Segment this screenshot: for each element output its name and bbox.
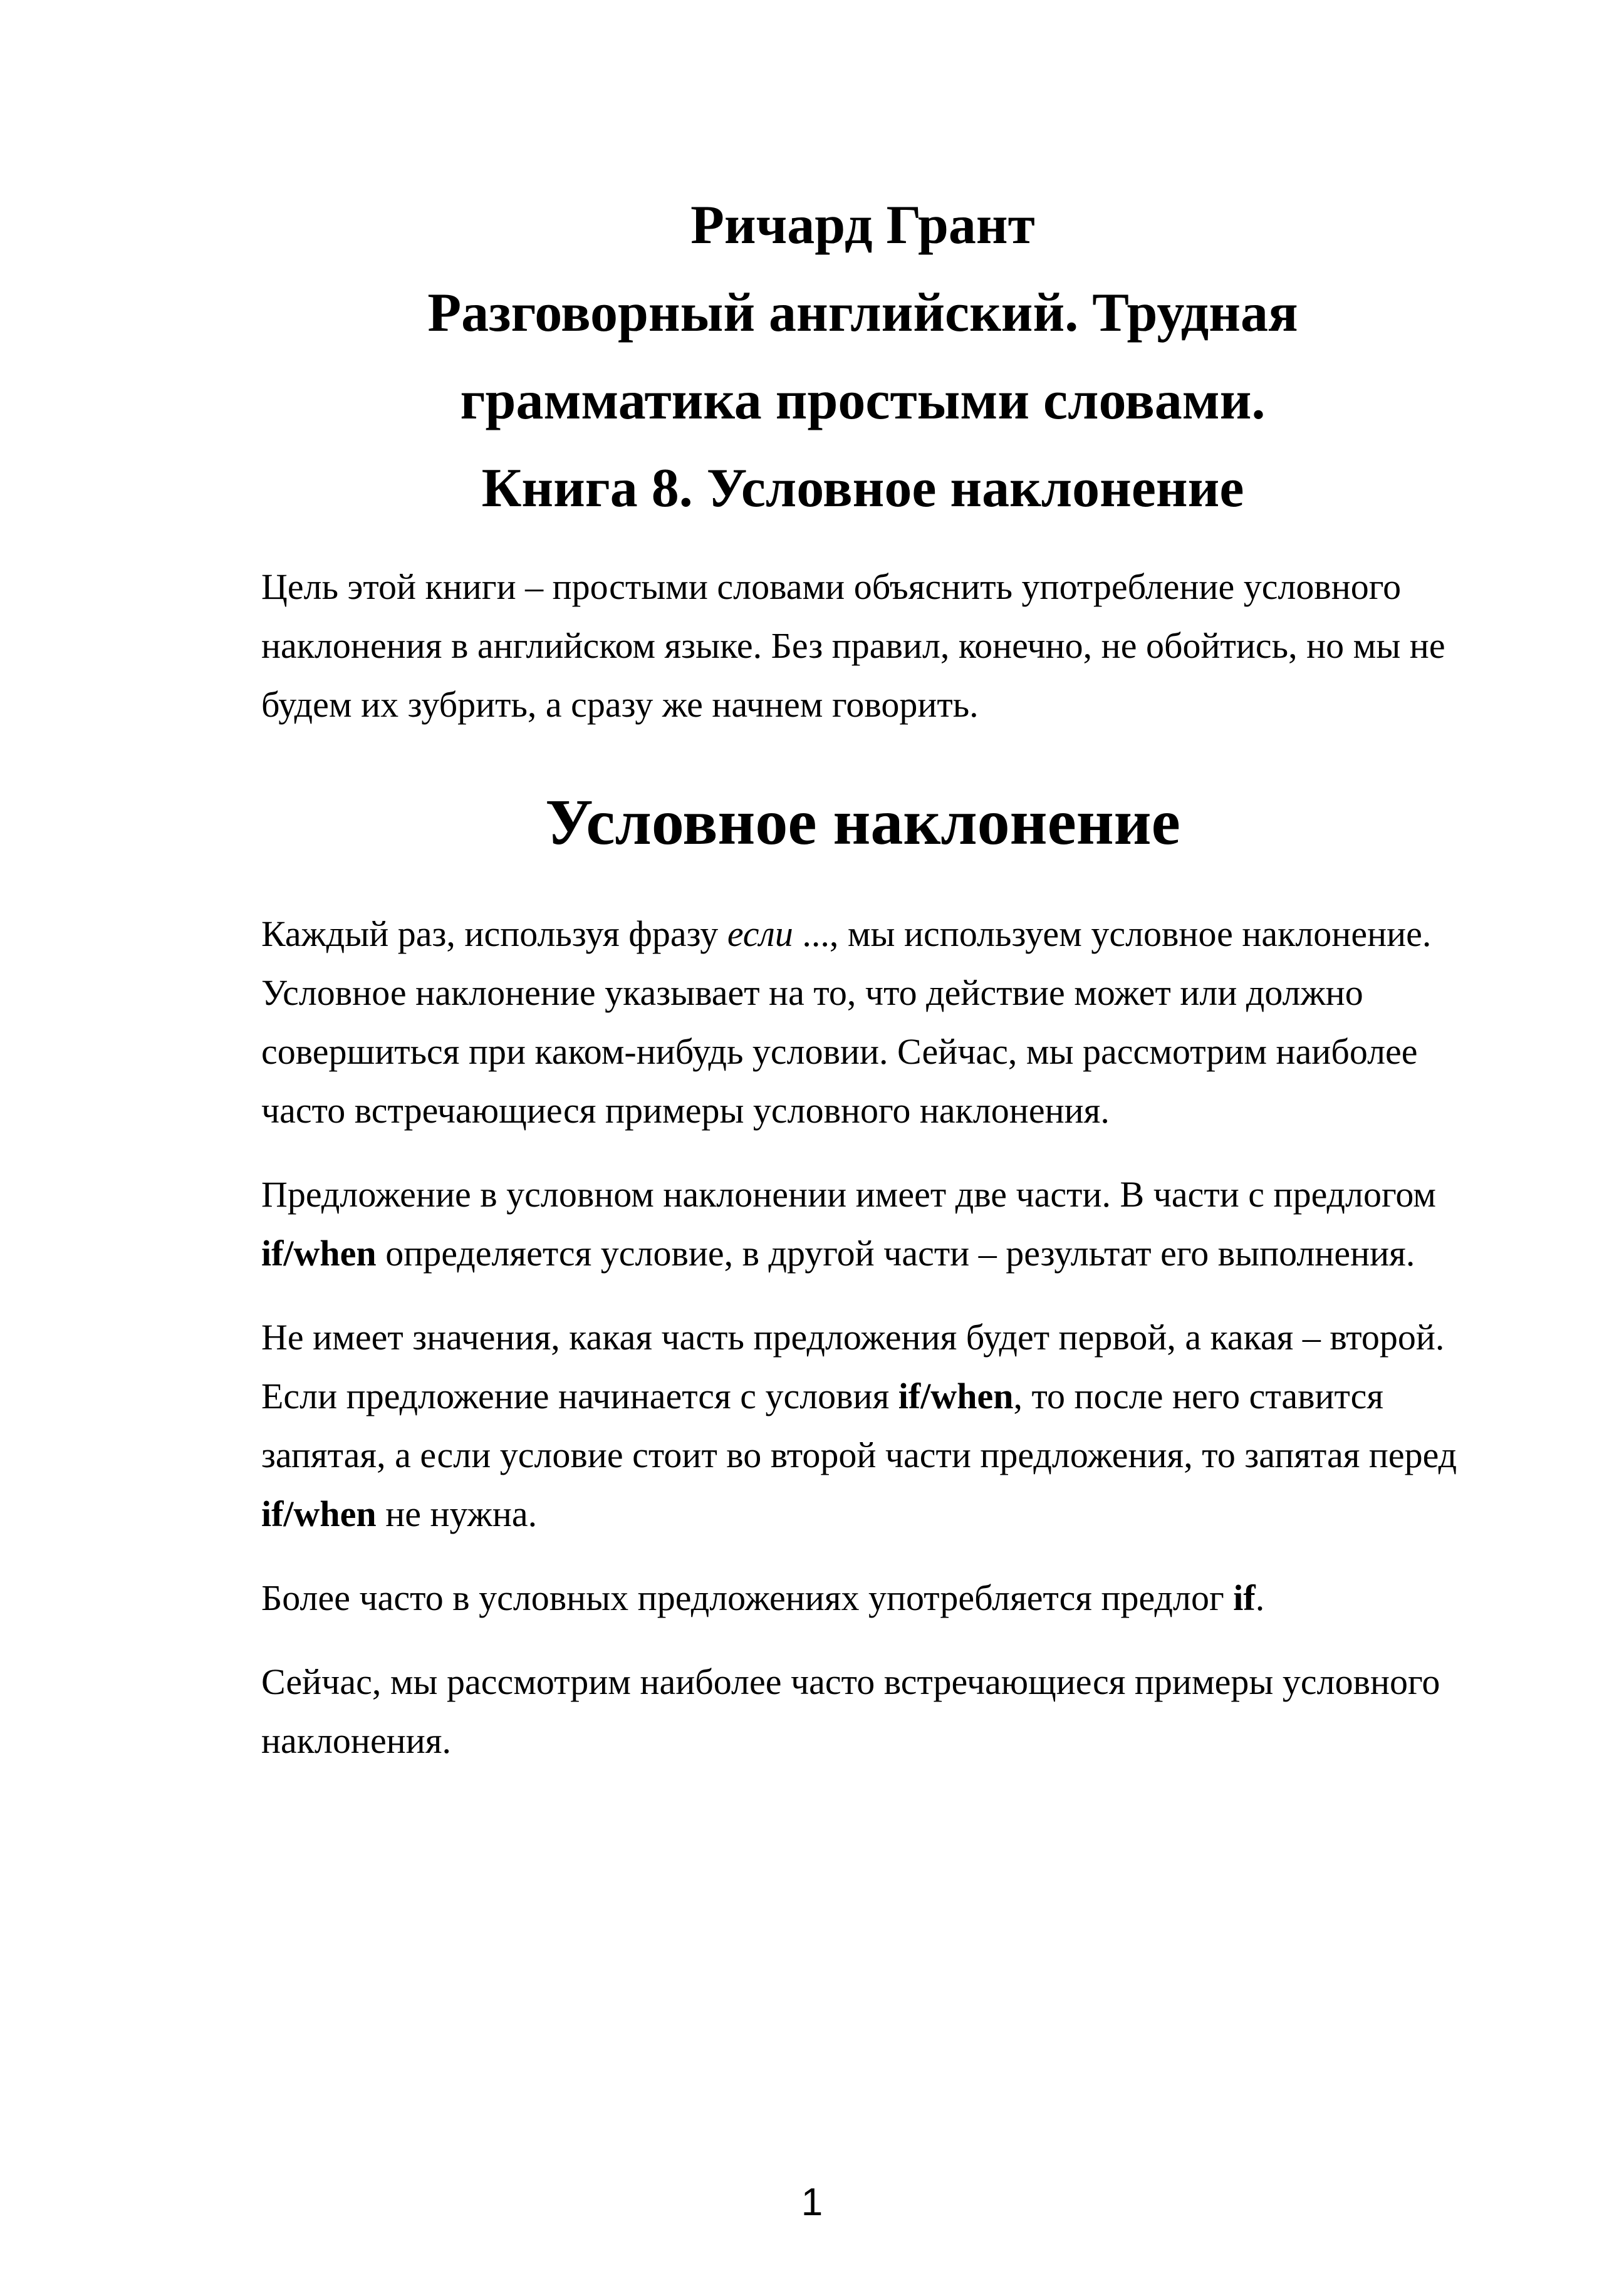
- text-segment: .: [1255, 1577, 1265, 1618]
- text-segment: Условное наклонение: [545, 786, 1180, 858]
- text-segment: определяется условие, в другой части – результат его выполнения.: [376, 1233, 1415, 1274]
- text-segment: Сейчас, мы рассмотрим наиболее часто встречающиеся примеры условного наклонения.: [261, 1661, 1440, 1761]
- body-text: [261, 558, 1464, 1770]
- paragraph: [261, 1653, 1464, 1770]
- paragraph: [261, 558, 1464, 734]
- author-name: Ричард Грант: [690, 195, 1035, 256]
- text-segment: если: [727, 913, 793, 954]
- text-segment: Более часто в условных предложениях употребляется предлог: [261, 1577, 1234, 1618]
- paragraph: [261, 1165, 1464, 1283]
- paragraph: [261, 1308, 1464, 1544]
- text-segment: if/when: [261, 1493, 377, 1534]
- book-title-line: Разговорный английский. Трудная: [427, 283, 1298, 343]
- paragraph: [261, 905, 1464, 1140]
- text-segment: if/when: [898, 1376, 1014, 1416]
- text-segment: if/when: [261, 1233, 377, 1274]
- text-segment: не нужна.: [376, 1493, 538, 1534]
- text-segment: Цель этой книги – простыми словами объяснить употребление условного наклонения в английском языке. Без правил, конечно, не обойтись, но мы не будем их зубрить, а сразу же начнем говорить.: [261, 566, 1445, 725]
- text-segment: ..., мы используем условное наклонение. Условное наклонение указывает на то, что действие может или должно совершиться при каком-нибудь условии. Сейчас, мы рассмотрим наиболее часто встречающиеся примеры условного наклонения.: [261, 913, 1432, 1131]
- text-segment: Предложение в условном наклонении имеет две части. В части с предлогом: [261, 1174, 1436, 1215]
- paragraph: [261, 1569, 1464, 1628]
- text-segment: , то после него ставится запятая, а если условие стоит во второй части предложения, то запятая перед: [261, 1376, 1457, 1475]
- text-segment: Каждый раз, используя фразу: [261, 913, 727, 954]
- page-number: 1: [801, 2181, 823, 2224]
- title-block: [261, 182, 1464, 532]
- book-title-line: грамматика простыми словами.: [460, 370, 1266, 431]
- text-segment: Не имеет значения, какая часть предложения будет первой, а какая – второй. Если предложение начинается с условия: [261, 1317, 1445, 1416]
- section-heading: [261, 776, 1464, 870]
- text-segment: if: [1233, 1577, 1256, 1618]
- book-title-line: Книга 8. Условное наклонение: [481, 458, 1244, 519]
